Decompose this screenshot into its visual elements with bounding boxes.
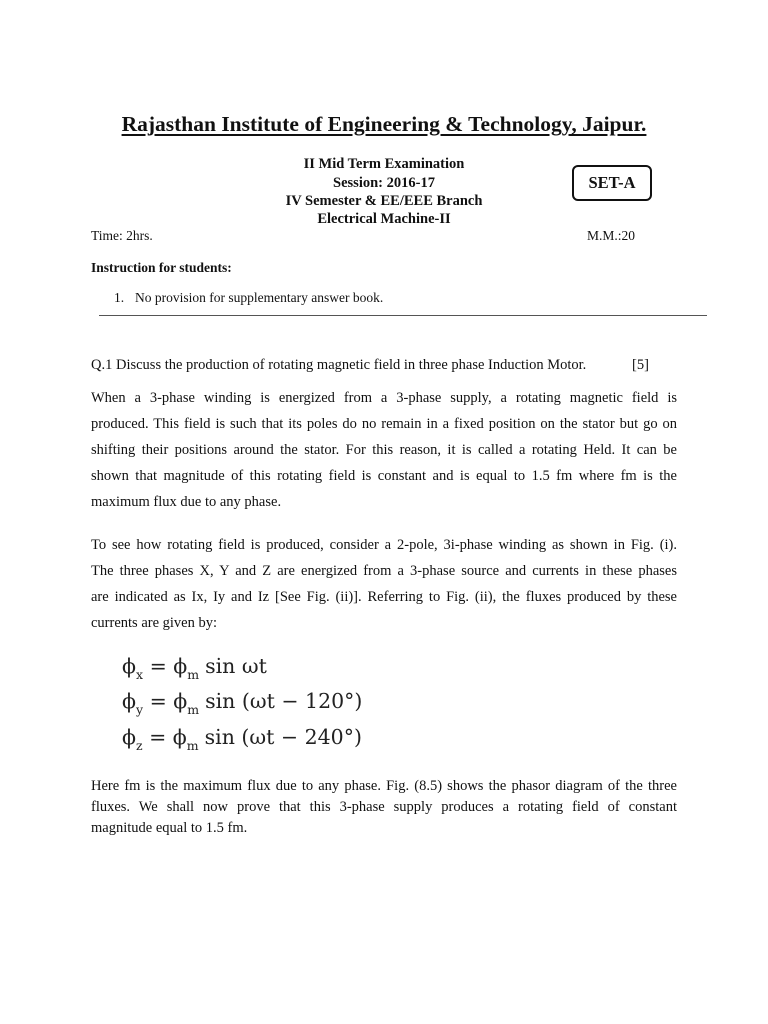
equation-subscript: x — [135, 667, 144, 682]
paragraph-line: maximum flux due to any phase. — [91, 494, 282, 510]
paragraph-line: shifting their positions around the stator. For this reason, it is called a rotating Held. It can be — [91, 442, 677, 458]
equation-equals: = ϕ — [142, 725, 187, 749]
paragraph-line: shown that magnitude of this rotating field is constant and is equal to 1.5 fm where fm is the — [91, 468, 677, 484]
paragraph-line: are indicated as Ix, Iy and Iz [See Fig. (ii)]. Referring to Fig. (ii), the fluxes produced by these — [91, 589, 677, 605]
paragraph-line: When a 3-phase winding is energized from a 3-phase supply, a rotating magnetic field is — [91, 390, 677, 406]
equation-phi: ϕ — [122, 725, 136, 749]
equation-subscript: z — [135, 738, 143, 753]
equation-subscript: m — [186, 738, 199, 753]
equation-equals: = ϕ — [143, 689, 188, 713]
exam-subject: Electrical Machine-II — [317, 211, 451, 227]
equation-rhs: sin (ωt − 120°) — [205, 689, 363, 713]
institute-title: Rajasthan Institute of Engineering & Technology, Jaipur. — [121, 112, 647, 136]
paragraph-line: produced. This field is such that its poles do no remain in a fixed position on the stator but go on — [91, 416, 677, 432]
answer-paragraph-3 — [91, 776, 677, 839]
equation-phi: ϕ — [122, 689, 136, 713]
exam-session: Session: 2016-17 — [333, 175, 435, 191]
flux-equation-x — [122, 654, 267, 682]
flux-equation-y — [122, 689, 363, 717]
equation-rhs: sin ωt — [205, 654, 267, 678]
equation-rhs: sin (ωt − 240°) — [204, 725, 362, 749]
answer-paragraph-1 — [91, 385, 677, 515]
paragraph-line: fluxes. We shall now prove that this 3-phase supply produces a rotating field of constant — [91, 799, 677, 815]
flux-equation-z — [122, 725, 362, 753]
equation-equals: = ϕ — [143, 654, 188, 678]
equation-subscript: m — [187, 702, 200, 717]
instruction-text: No provision for supplementary answer book. — [135, 290, 384, 305]
exam-time: Time: 2hrs. — [91, 228, 153, 243]
paragraph-line: The three phases X, Y and Z are energized from a 3-phase source and currents in these phases — [91, 563, 677, 579]
equation-phi: ϕ — [122, 654, 136, 678]
paragraph-line: To see how rotating field is produced, consider a 2-pole, 3i-phase winding as shown in Fig. (i). — [91, 537, 677, 553]
question-text: Q.1 Discuss the production of rotating magnetic field in three phase Induction Motor. — [91, 357, 587, 373]
paragraph-line: currents are given by: — [91, 615, 218, 631]
instruction-number: 1. — [114, 290, 125, 305]
paragraph-line: Here fm is the maximum flux due to any phase. Fig. (8.5) shows the phasor diagram of the three — [91, 778, 677, 794]
exam-title: II Mid Term Examination — [303, 156, 465, 172]
instructions-heading: Instruction for students: — [91, 260, 232, 275]
question-marks: [5] — [632, 357, 649, 373]
answer-paragraph-2 — [91, 532, 677, 636]
paragraph-line: magnitude equal to 1.5 fm. — [91, 820, 248, 836]
exam-semester-branch: IV Semester & EE/EEE Branch — [285, 193, 483, 209]
equation-subscript: m — [187, 667, 200, 682]
header-divider — [99, 315, 707, 316]
max-marks: M.M.:20 — [587, 228, 636, 243]
set-badge: SET-A — [572, 165, 652, 201]
equation-subscript: y — [135, 702, 144, 717]
